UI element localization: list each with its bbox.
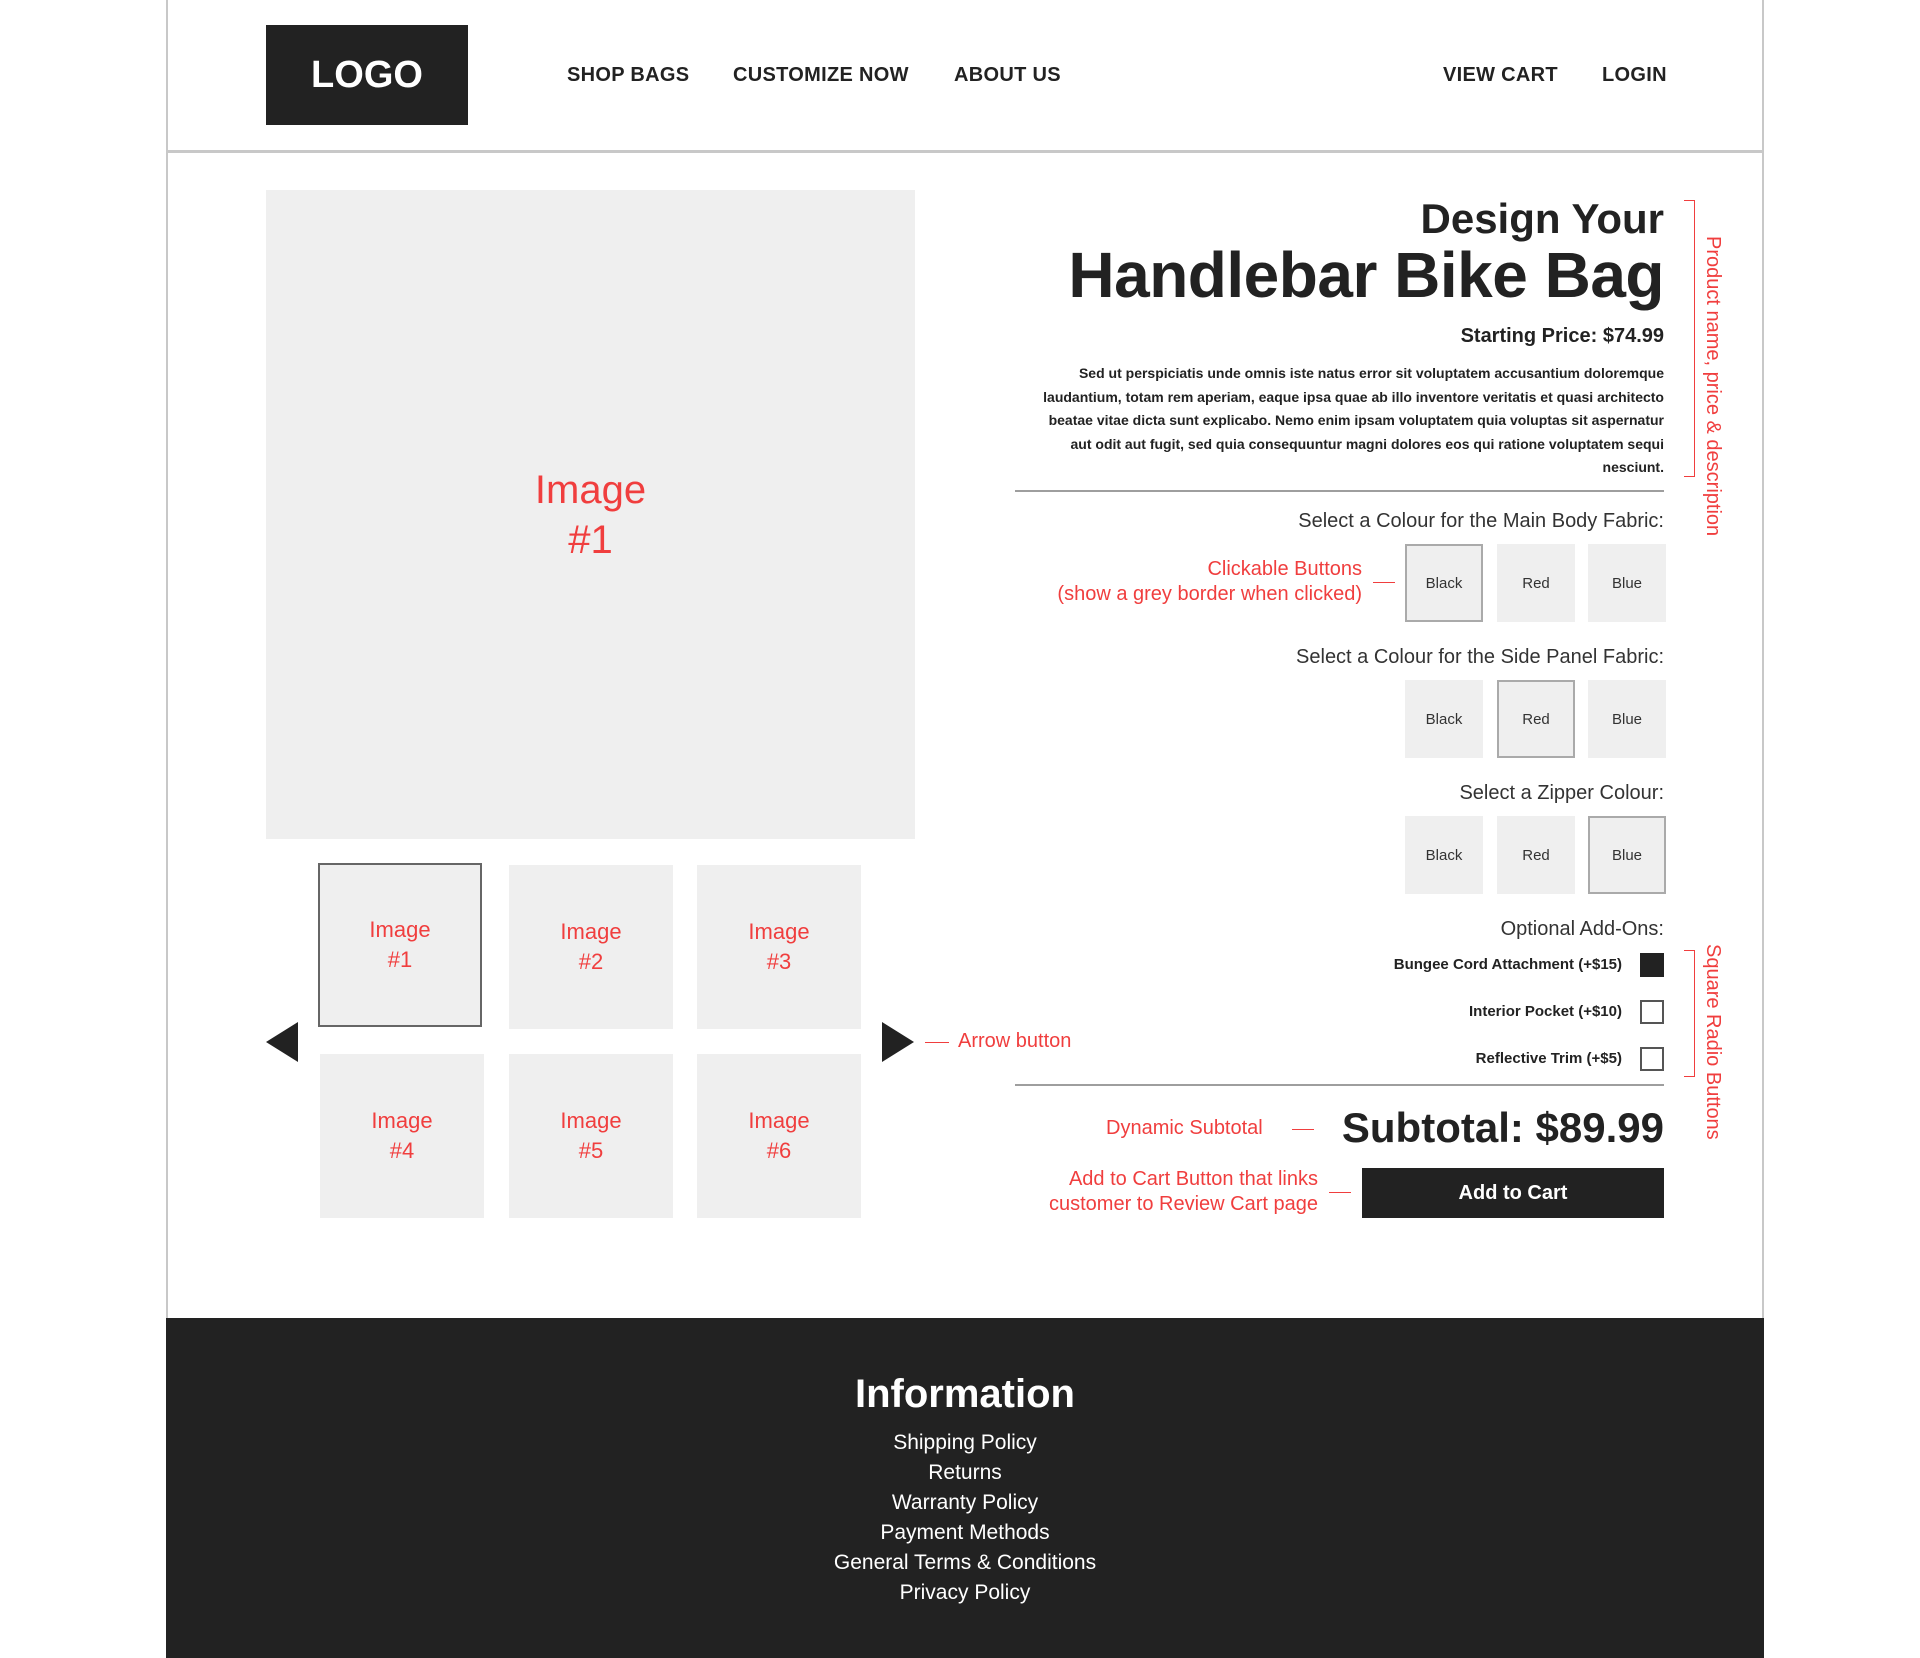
footer-links bbox=[166, 1428, 1764, 1608]
annotation-bracket bbox=[1684, 950, 1695, 1077]
thumbnail-2[interactable] bbox=[509, 865, 673, 1029]
main-image-label: Image #1 bbox=[534, 467, 647, 562]
annotation-arrow-button: Arrow button bbox=[958, 1030, 1072, 1052]
thumbnail-3[interactable] bbox=[697, 865, 861, 1029]
nav-about-us[interactable]: ABOUT US bbox=[954, 64, 1061, 86]
side-panel-black-button[interactable]: Black bbox=[1405, 680, 1483, 758]
side-panel-red-button[interactable]: Red bbox=[1497, 680, 1575, 758]
footer-link-shipping[interactable]: Shipping Policy bbox=[893, 1431, 1037, 1454]
annotation-square-radio: Square Radio Buttons bbox=[1702, 944, 1724, 1140]
addon-bungee-label: Bungee Cord Attachment (+$15) bbox=[1393, 956, 1622, 973]
addons-label: Optional Add-Ons: bbox=[1500, 918, 1664, 940]
add-to-cart-button[interactable]: Add to Cart bbox=[1362, 1168, 1664, 1218]
side-panel-colour-label: Select a Colour for the Side Panel Fabric: bbox=[1296, 646, 1664, 668]
annotation-product-info: Product name, price & description bbox=[1702, 236, 1724, 537]
divider bbox=[1015, 1084, 1664, 1086]
footer-title: Information bbox=[855, 1372, 1075, 1416]
product-title-line2: Handlebar Bike Bag bbox=[1068, 239, 1664, 311]
thumbnail-1[interactable] bbox=[318, 863, 482, 1027]
thumbnail-label: Image #1 bbox=[369, 917, 431, 972]
nav-customize-now[interactable]: CUSTOMIZE NOW bbox=[733, 64, 909, 86]
main-body-colour-label: Select a Colour for the Main Body Fabric: bbox=[1298, 510, 1664, 532]
footer-link-returns[interactable]: Returns bbox=[928, 1461, 1002, 1484]
footer-link-warranty[interactable]: Warranty Policy bbox=[891, 1491, 1039, 1514]
annotation-add-to-cart: Add to Cart Button that links customer to Review Cart page bbox=[1048, 1168, 1318, 1215]
starting-price: Starting Price: $74.99 bbox=[1460, 325, 1664, 347]
header-divider bbox=[166, 150, 1764, 153]
footer-link-payment[interactable]: Payment Methods bbox=[880, 1521, 1050, 1544]
thumbnail-label: Image #2 bbox=[560, 919, 622, 974]
thumbnail-4[interactable] bbox=[320, 1054, 484, 1218]
addon-trim-label: Reflective Trim (+$5) bbox=[1475, 1050, 1622, 1067]
thumbnail-6[interactable] bbox=[697, 1054, 861, 1218]
annotation-connector bbox=[925, 1042, 949, 1043]
zipper-colour-label: Select a Zipper Colour: bbox=[1459, 782, 1664, 804]
thumbnail-label: Image #6 bbox=[748, 1108, 810, 1163]
nav-shop-bags[interactable]: SHOP BAGS bbox=[567, 64, 690, 86]
annotation-dynamic-subtotal: Dynamic Subtotal bbox=[1106, 1117, 1263, 1139]
annotation-clickable-buttons: Clickable Buttons (show a grey border when clicked) bbox=[1057, 558, 1362, 605]
addon-pocket-checkbox[interactable] bbox=[1640, 1000, 1664, 1024]
annotation-connector bbox=[1329, 1192, 1351, 1193]
thumbnail-5[interactable] bbox=[509, 1054, 673, 1218]
footer-link-terms[interactable]: General Terms & Conditions bbox=[833, 1551, 1097, 1574]
subtotal: Subtotal: $89.99 bbox=[1341, 1104, 1664, 1151]
addon-bungee-checkbox[interactable] bbox=[1640, 953, 1664, 977]
nav-view-cart[interactable]: VIEW CART bbox=[1443, 64, 1558, 86]
annotation-connector bbox=[1373, 582, 1395, 583]
divider bbox=[1015, 490, 1664, 492]
nav-login[interactable]: LOGIN bbox=[1602, 64, 1667, 86]
zipper-blue-button[interactable]: Blue bbox=[1588, 816, 1666, 894]
addon-trim-checkbox[interactable] bbox=[1640, 1047, 1664, 1071]
main-body-blue-button[interactable]: Blue bbox=[1588, 544, 1666, 622]
arrow-left-icon[interactable] bbox=[266, 1022, 298, 1062]
main-body-black-button[interactable]: Black bbox=[1405, 544, 1483, 622]
zipper-red-button[interactable]: Red bbox=[1497, 816, 1575, 894]
product-description: Sed ut perspiciatis unde omnis iste natus error sit voluptatem accusantium doloremque laudantium, totam rem aperiam, eaque ipsa quae ab illo inventore veritatis et quasi architecto beatae vitae dicta sunt explicabo. Nemo enim ipsam voluptatem quia voluptas sit aspernatur aut odit aut fugit, sed quia consequuntur magni dolores eos qui ratione voluptatem sequi nesciunt. bbox=[1043, 365, 1664, 475]
annotation-bracket bbox=[1684, 200, 1695, 477]
side-panel-blue-button[interactable]: Blue bbox=[1588, 680, 1666, 758]
logo[interactable]: LOGO bbox=[266, 25, 468, 125]
main-body-red-button[interactable]: Red bbox=[1497, 544, 1575, 622]
annotation-connector bbox=[1292, 1129, 1314, 1130]
addon-pocket-label: Interior Pocket (+$10) bbox=[1469, 1003, 1622, 1020]
thumbnail-label: Image #4 bbox=[371, 1108, 433, 1163]
thumbnail-label: Image #5 bbox=[560, 1108, 622, 1163]
product-title-line1: Design Your bbox=[1420, 195, 1664, 242]
footer-link-privacy[interactable]: Privacy Policy bbox=[899, 1581, 1031, 1604]
thumbnail-label: Image #3 bbox=[748, 919, 810, 974]
arrow-right-icon[interactable] bbox=[882, 1022, 914, 1062]
main-product-image bbox=[266, 190, 915, 839]
zipper-black-button[interactable]: Black bbox=[1405, 816, 1483, 894]
